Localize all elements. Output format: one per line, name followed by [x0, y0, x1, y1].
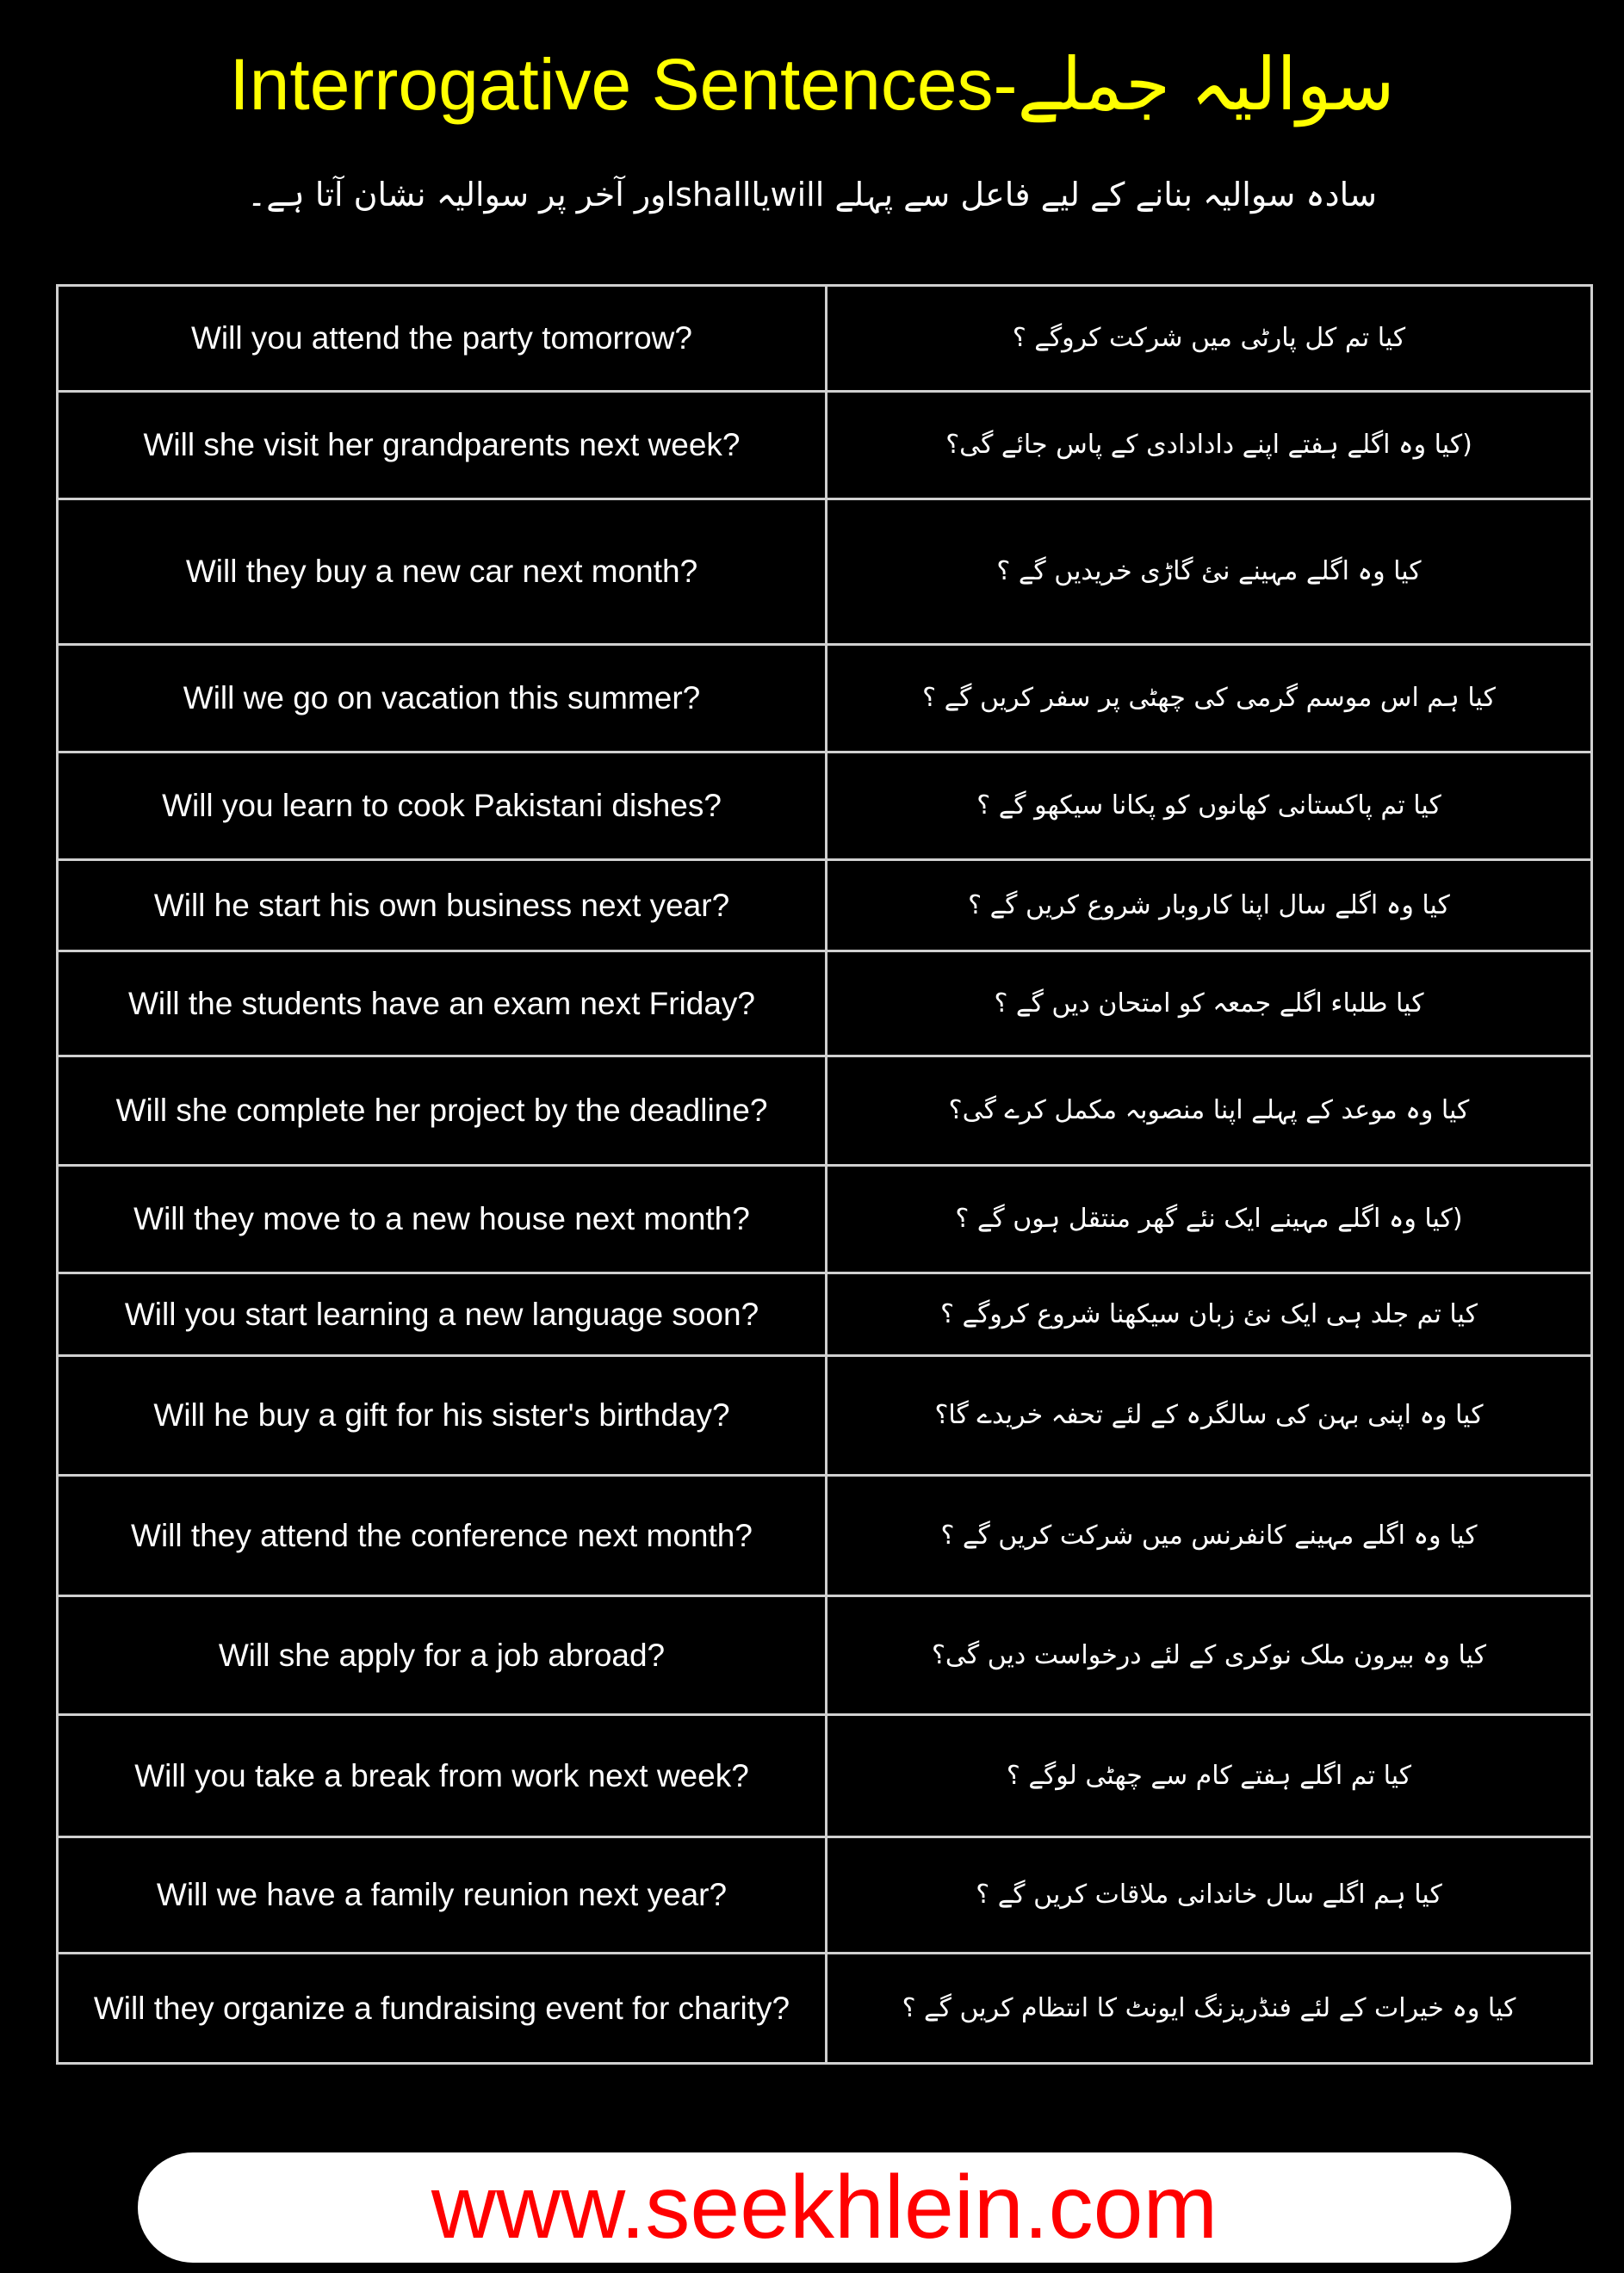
english-sentence: Will he buy a gift for his sister's birthday? [58, 1356, 827, 1476]
urdu-translation: (کیا وہ اگلے مہینے ایک نئے گھر منتقل ہوں گے ؟ [827, 1166, 1592, 1273]
table-row [58, 1056, 1592, 1166]
english-sentence: Will she visit her grandparents next week? [58, 392, 827, 499]
english-sentence: Will you start learning a new language soon? [58, 1273, 827, 1356]
english-sentence: Will the students have an exam next Friday? [58, 951, 827, 1056]
urdu-translation: کیا وہ خیرات کے لئے فنڈریزنگ ایونٹ کا انتظام کریں گے ؟ [827, 1954, 1592, 2064]
urdu-translation: کیا طلباء اگلے جمعہ کو امتحان دیں گے ؟ [827, 951, 1592, 1056]
english-sentence: Will you take a break from work next week? [58, 1715, 827, 1837]
table-row [58, 1273, 1592, 1356]
sentences-table [56, 284, 1593, 2065]
urdu-translation: کیا ہم اس موسم گرمی کی چھٹی پر سفر کریں گے ؟ [827, 645, 1592, 753]
table-row [58, 1715, 1592, 1837]
urdu-translation: کیا وہ اگلے مہینے کانفرنس میں شرکت کریں گے ؟ [827, 1476, 1592, 1596]
urdu-translation: کیا وہ بیرون ملک نوکری کے لئے درخواست دیں گی؟ [827, 1596, 1592, 1715]
english-sentence: Will she complete her project by the deadline? [58, 1056, 827, 1166]
table-row [58, 286, 1592, 392]
english-sentence: Will they organize a fundraising event for charity? [58, 1954, 827, 2064]
page-title: Interrogative Sentences-سوالیہ جملے [229, 44, 1395, 125]
english-sentence: Will you attend the party tomorrow? [58, 286, 827, 392]
sentences-table-body [58, 286, 1592, 2064]
table-row [58, 860, 1592, 951]
table-row [58, 1356, 1592, 1476]
english-sentence: Will we go on vacation this summer? [58, 645, 827, 753]
table-row [58, 1476, 1592, 1596]
table-row [58, 499, 1592, 645]
table-row [58, 951, 1592, 1056]
urdu-translation: کیا تم کل پارٹی میں شرکت کروگے ؟ [827, 286, 1592, 392]
table-row [58, 392, 1592, 499]
table-row [58, 1837, 1592, 1954]
english-sentence: Will you learn to cook Pakistani dishes? [58, 753, 827, 860]
urdu-translation: کیا تم جلد ہی ایک نئ زبان سیکھنا شروع کروگے ؟ [827, 1273, 1592, 1356]
table-row [58, 1954, 1592, 2064]
english-sentence: Will she apply for a job abroad? [58, 1596, 827, 1715]
table-row [58, 1166, 1592, 1273]
english-sentence: Will he start his own business next year? [58, 860, 827, 951]
english-sentence: Will they move to a new house next month? [58, 1166, 827, 1273]
website-banner: www.seekhlein.com [138, 2152, 1511, 2263]
urdu-translation: (کیا وہ اگلے ہفتے اپنے دادادادی کے پاس جائے گی؟ [827, 392, 1592, 499]
english-sentence: Will they attend the conference next month? [58, 1476, 827, 1596]
urdu-translation: کیا ہم اگلے سال خاندانی ملاقات کریں گے ؟ [827, 1837, 1592, 1954]
table-row [58, 645, 1592, 753]
urdu-translation: کیا تم پاکستانی کھانوں کو پکانا سیکھو گے ؟ [827, 753, 1592, 860]
urdu-translation: کیا وہ اگلے مہینے نئ گاڑی خریدیں گے ؟ [827, 499, 1592, 645]
table-row [58, 1596, 1592, 1715]
english-sentence: Will they buy a new car next month? [58, 499, 827, 645]
urdu-translation: کیا وہ اپنی بہن کی سالگرہ کے لئے تحفہ خریدے گا؟ [827, 1356, 1592, 1476]
english-sentence: Will we have a family reunion next year? [58, 1837, 827, 1954]
urdu-translation: کیا وہ اگلے سال اپنا کاروبار شروع کریں گے ؟ [827, 860, 1592, 951]
page-subtitle: سادہ سوالیہ بنانے کے لیے فاعل سے پہلے willیاshallاور آخر پر سوالیہ نشان آتا ہے۔ [246, 176, 1378, 214]
table-row [58, 753, 1592, 860]
urdu-translation: کیا تم اگلے ہفتے کام سے چھٹی لوگے ؟ [827, 1715, 1592, 1837]
urdu-translation: کیا وہ موعد کے پہلے اپنا منصوبہ مکمل کرے گی؟ [827, 1056, 1592, 1166]
